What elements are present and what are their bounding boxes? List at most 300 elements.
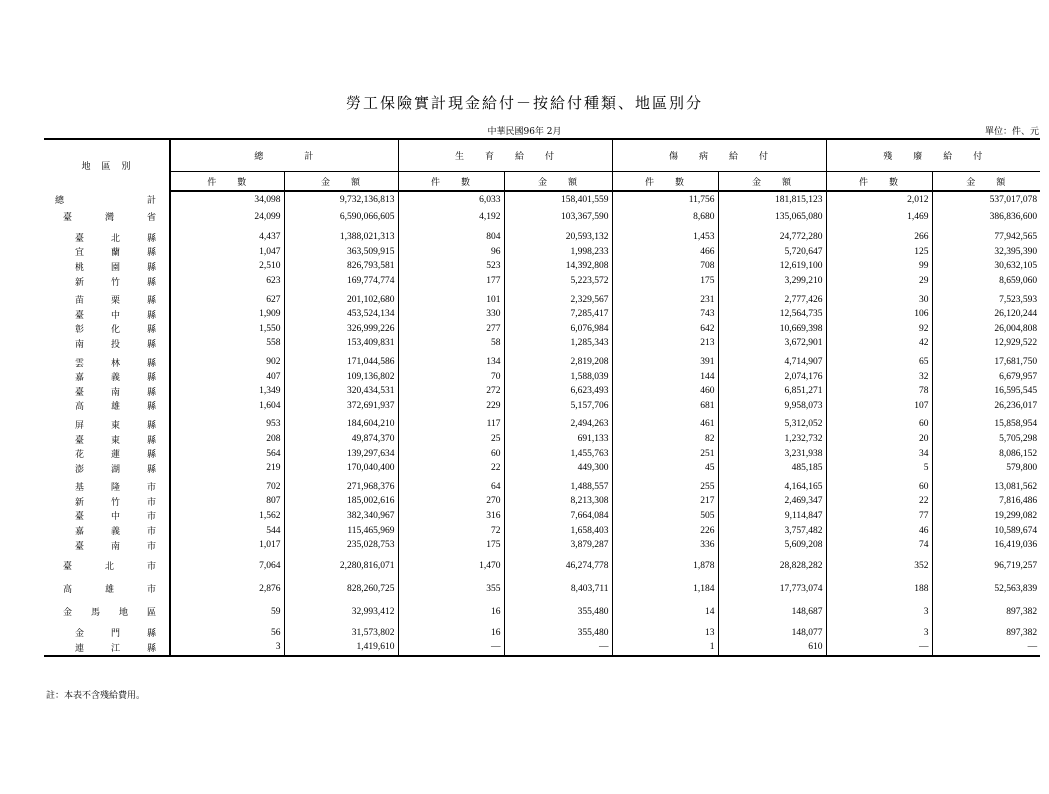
count-cell: 117 <box>398 417 504 432</box>
amount-header: 金 額 <box>284 172 398 192</box>
region-label: 臺 東 縣 <box>75 435 156 446</box>
count-header: 件 數 <box>398 172 504 192</box>
count-cell: 188 <box>826 579 932 598</box>
amount-cell: 103,367,590 <box>504 207 612 226</box>
count-cell: 1 <box>612 640 718 656</box>
region-label: 桃 園 縣 <box>75 262 156 273</box>
amount-cell: 1,285,343 <box>504 336 612 351</box>
amount-cell: 5,720,647 <box>718 245 826 260</box>
amount-header: 金 額 <box>718 172 826 192</box>
amount-cell: 9,732,136,813 <box>284 191 398 207</box>
count-cell: 391 <box>612 355 718 370</box>
table-row <box>44 307 1040 322</box>
region-label: 總 計 <box>55 195 156 206</box>
region-name <box>44 384 170 399</box>
count-cell: 25 <box>398 432 504 447</box>
amount-cell: 1,388,021,313 <box>284 230 398 245</box>
region-name <box>44 292 170 307</box>
count-cell: 78 <box>826 384 932 399</box>
region-label: 新 竹 縣 <box>75 277 156 288</box>
table-row <box>44 336 1040 351</box>
region-label: 嘉 義 市 <box>75 527 156 538</box>
maternity-group-header: 生 育 給 付 <box>398 139 612 172</box>
count-cell: 355 <box>398 579 504 598</box>
region-label: 屏 東 縣 <box>75 420 156 431</box>
count-cell: 13 <box>612 625 718 640</box>
amount-cell: 320,434,531 <box>284 384 398 399</box>
table-row <box>44 191 1040 207</box>
amount-cell: 185,002,616 <box>284 494 398 509</box>
amount-cell: 16,595,545 <box>932 384 1040 399</box>
count-cell: 42 <box>826 336 932 351</box>
amount-cell: 355,480 <box>504 625 612 640</box>
amount-cell: 2,819,208 <box>504 355 612 370</box>
region-label: 新 竹 市 <box>75 497 156 508</box>
region-name <box>44 446 170 461</box>
amount-cell: 897,382 <box>932 625 1040 640</box>
amount-cell: 17,773,074 <box>718 579 826 598</box>
count-cell: 505 <box>612 509 718 524</box>
amount-cell: 15,858,954 <box>932 417 1040 432</box>
count-header: 件 數 <box>612 172 718 192</box>
count-cell: 96 <box>398 245 504 260</box>
region-label: 花 蓮 縣 <box>75 450 156 461</box>
amount-cell: 19,299,082 <box>932 509 1040 524</box>
amount-cell: 9,114,847 <box>718 509 826 524</box>
count-cell: 70 <box>398 369 504 384</box>
count-cell: 32 <box>826 369 932 384</box>
amount-cell: 46,274,778 <box>504 556 612 575</box>
amount-cell: 17,681,750 <box>932 355 1040 370</box>
table-row <box>44 399 1040 414</box>
count-cell: 8,680 <box>612 207 718 226</box>
region-label: 臺 中 縣 <box>75 310 156 321</box>
amount-cell: 7,285,417 <box>504 307 612 322</box>
region-label: 嘉 義 縣 <box>75 373 156 384</box>
total-group-header: 總 計 <box>170 139 398 172</box>
count-cell: 34 <box>826 446 932 461</box>
page-title: 勞工保險實計現金給付－按給付種類、地區別分 <box>345 94 703 112</box>
region-header: 地 區 別 <box>44 139 170 191</box>
amount-cell: 52,563,839 <box>932 579 1040 598</box>
count-cell: 175 <box>612 274 718 289</box>
region-label: 高 雄 市 <box>63 585 156 596</box>
count-cell: 82 <box>612 432 718 447</box>
count-cell: 144 <box>612 369 718 384</box>
amount-cell: 139,297,634 <box>284 446 398 461</box>
amount-cell: 158,401,559 <box>504 191 612 207</box>
count-cell: 34,098 <box>170 191 284 207</box>
count-cell: 99 <box>826 259 932 274</box>
count-cell: 45 <box>612 461 718 476</box>
amount-cell: 6,623,493 <box>504 384 612 399</box>
count-header: 件 數 <box>170 172 284 192</box>
region-label: 金 門 縣 <box>75 629 156 640</box>
amount-cell: 7,816,486 <box>932 494 1040 509</box>
count-cell: 231 <box>612 292 718 307</box>
amount-cell: 382,340,967 <box>284 509 398 524</box>
amount-cell: 8,403,711 <box>504 579 612 598</box>
region-name <box>44 399 170 414</box>
count-cell: 642 <box>612 322 718 337</box>
region-label: 雲 林 縣 <box>75 358 156 369</box>
count-cell: 804 <box>398 230 504 245</box>
amount-cell: 201,102,680 <box>284 292 398 307</box>
amount-cell: 181,815,123 <box>718 191 826 207</box>
region-name <box>44 369 170 384</box>
count-cell: 523 <box>398 259 504 274</box>
amount-cell: 8,659,060 <box>932 274 1040 289</box>
amount-cell: 485,185 <box>718 461 826 476</box>
amount-cell: 7,523,593 <box>932 292 1040 307</box>
region-name <box>44 432 170 447</box>
amount-cell: 1,455,763 <box>504 446 612 461</box>
amount-cell: 537,017,078 <box>932 191 1040 207</box>
table-row <box>44 602 1040 621</box>
count-cell: 22 <box>826 494 932 509</box>
count-cell: 217 <box>612 494 718 509</box>
amount-cell: — <box>932 640 1040 656</box>
amount-cell: 372,691,937 <box>284 399 398 414</box>
amount-cell: 6,590,066,605 <box>284 207 398 226</box>
count-cell: 5 <box>826 461 932 476</box>
count-cell: 623 <box>170 274 284 289</box>
table-row <box>44 369 1040 384</box>
count-cell: 1,909 <box>170 307 284 322</box>
amount-cell: 449,300 <box>504 461 612 476</box>
region-name <box>44 307 170 322</box>
count-cell: 270 <box>398 494 504 509</box>
count-cell: 1,562 <box>170 509 284 524</box>
region-label: 彰 化 縣 <box>75 325 156 336</box>
amount-cell: 691,133 <box>504 432 612 447</box>
region-label: 臺 北 縣 <box>75 233 156 244</box>
count-cell: 461 <box>612 417 718 432</box>
unit-label: 單位：件、元 <box>984 127 1039 137</box>
count-cell: 74 <box>826 538 932 553</box>
amount-cell: 6,076,984 <box>504 322 612 337</box>
amount-cell: 1,998,233 <box>504 245 612 260</box>
count-cell: 1,047 <box>170 245 284 260</box>
amount-cell: 2,329,567 <box>504 292 612 307</box>
count-cell: 1,878 <box>612 556 718 575</box>
count-cell: 92 <box>826 322 932 337</box>
count-cell: 107 <box>826 399 932 414</box>
count-cell: 743 <box>612 307 718 322</box>
region-name <box>44 602 170 621</box>
injury-group-header: 傷 病 給 付 <box>612 139 826 172</box>
count-cell: 14 <box>612 602 718 621</box>
amount-cell: 1,232,732 <box>718 432 826 447</box>
count-cell: 4,192 <box>398 207 504 226</box>
amount-cell: 13,081,562 <box>932 480 1040 495</box>
count-cell: — <box>826 640 932 656</box>
amount-cell: 10,589,674 <box>932 523 1040 538</box>
count-cell: 627 <box>170 292 284 307</box>
amount-cell: 26,004,808 <box>932 322 1040 337</box>
amount-cell: 579,800 <box>932 461 1040 476</box>
region-label: 臺 南 市 <box>75 541 156 552</box>
region-name <box>44 191 170 207</box>
count-cell: 64 <box>398 480 504 495</box>
count-cell: 466 <box>612 245 718 260</box>
count-cell: 336 <box>612 538 718 553</box>
count-cell: 56 <box>170 625 284 640</box>
count-cell: — <box>398 640 504 656</box>
count-cell: 1,453 <box>612 230 718 245</box>
amount-cell: 3,231,938 <box>718 446 826 461</box>
table-row <box>44 494 1040 509</box>
count-cell: 226 <box>612 523 718 538</box>
count-cell: 277 <box>398 322 504 337</box>
count-cell: 681 <box>612 399 718 414</box>
table-row <box>44 523 1040 538</box>
amount-cell: 135,065,080 <box>718 207 826 226</box>
table-row <box>44 259 1040 274</box>
count-cell: 58 <box>398 336 504 351</box>
count-cell: 460 <box>612 384 718 399</box>
count-cell: 316 <box>398 509 504 524</box>
table-row <box>44 480 1040 495</box>
amount-cell: 6,679,957 <box>932 369 1040 384</box>
count-cell: 65 <box>826 355 932 370</box>
amount-cell: 7,664,084 <box>504 509 612 524</box>
region-label: 臺 北 市 <box>63 562 156 573</box>
amount-cell: 20,593,132 <box>504 230 612 245</box>
count-cell: 60 <box>398 446 504 461</box>
amount-cell: 26,120,244 <box>932 307 1040 322</box>
count-header: 件 數 <box>826 172 932 192</box>
count-cell: 272 <box>398 384 504 399</box>
amount-cell: 828,260,725 <box>284 579 398 598</box>
count-cell: 1,184 <box>612 579 718 598</box>
amount-cell: 16,419,036 <box>932 538 1040 553</box>
amount-header: 金 額 <box>932 172 1040 192</box>
disability-group-header: 殘 廢 給 付 <box>826 139 1040 172</box>
count-cell: 3 <box>826 625 932 640</box>
count-cell: 175 <box>398 538 504 553</box>
count-cell: 2,012 <box>826 191 932 207</box>
amount-cell: 170,040,400 <box>284 461 398 476</box>
count-cell: 11,756 <box>612 191 718 207</box>
amount-cell: — <box>504 640 612 656</box>
amount-cell: 5,609,208 <box>718 538 826 553</box>
amount-cell: 171,044,586 <box>284 355 398 370</box>
amount-cell: 5,223,572 <box>504 274 612 289</box>
amount-cell: 2,777,426 <box>718 292 826 307</box>
count-cell: 72 <box>398 523 504 538</box>
table-row <box>44 274 1040 289</box>
count-cell: 558 <box>170 336 284 351</box>
table-row <box>44 432 1040 447</box>
amount-cell: 610 <box>718 640 826 656</box>
table-row <box>44 355 1040 370</box>
amount-cell: 49,874,370 <box>284 432 398 447</box>
count-cell: 208 <box>170 432 284 447</box>
amount-cell: 96,719,257 <box>932 556 1040 575</box>
amount-cell: 453,524,134 <box>284 307 398 322</box>
region-name <box>44 322 170 337</box>
amount-cell: 32,993,412 <box>284 602 398 621</box>
amount-cell: 9,958,073 <box>718 399 826 414</box>
count-cell: 6,033 <box>398 191 504 207</box>
region-name <box>44 230 170 245</box>
count-cell: 1,604 <box>170 399 284 414</box>
table-row <box>44 640 1040 656</box>
amount-cell: 28,828,282 <box>718 556 826 575</box>
count-cell: 229 <box>398 399 504 414</box>
amount-cell: 8,086,152 <box>932 446 1040 461</box>
count-cell: 106 <box>826 307 932 322</box>
amount-cell: 1,658,403 <box>504 523 612 538</box>
region-name <box>44 480 170 495</box>
amount-cell: 363,509,915 <box>284 245 398 260</box>
count-cell: 407 <box>170 369 284 384</box>
count-cell: 30 <box>826 292 932 307</box>
count-cell: 1,550 <box>170 322 284 337</box>
count-cell: 22 <box>398 461 504 476</box>
count-cell: 20 <box>826 432 932 447</box>
table-row <box>44 207 1040 226</box>
amount-cell: 12,929,522 <box>932 336 1040 351</box>
amount-cell: 153,409,831 <box>284 336 398 351</box>
count-cell: 3 <box>826 602 932 621</box>
count-cell: 125 <box>826 245 932 260</box>
table-row <box>44 245 1040 260</box>
table-row <box>44 625 1040 640</box>
region-label: 連 江 縣 <box>75 643 156 654</box>
amount-cell: 3,299,210 <box>718 274 826 289</box>
amount-cell: 2,280,816,071 <box>284 556 398 575</box>
count-cell: 24,099 <box>170 207 284 226</box>
amount-cell: 235,028,753 <box>284 538 398 553</box>
amount-cell: 30,632,105 <box>932 259 1040 274</box>
amount-cell: 24,772,280 <box>718 230 826 245</box>
count-cell: 266 <box>826 230 932 245</box>
count-cell: 2,510 <box>170 259 284 274</box>
amount-cell: 5,705,298 <box>932 432 1040 447</box>
region-label: 澎 湖 縣 <box>75 464 156 475</box>
region-name <box>44 523 170 538</box>
region-label: 宜 蘭 縣 <box>75 248 156 259</box>
region-label: 臺 灣 省 <box>63 213 156 223</box>
region-name <box>44 274 170 289</box>
count-cell: 2,876 <box>170 579 284 598</box>
count-cell: 1,470 <box>398 556 504 575</box>
table-row <box>44 538 1040 553</box>
table-body <box>44 191 1040 656</box>
table-row <box>44 509 1040 524</box>
region-label: 基 隆 市 <box>75 483 156 494</box>
count-cell: 4,437 <box>170 230 284 245</box>
count-cell: 101 <box>398 292 504 307</box>
amount-cell: 897,382 <box>932 602 1040 621</box>
amount-cell: 6,851,271 <box>718 384 826 399</box>
count-cell: 3 <box>170 640 284 656</box>
amount-cell: 2,469,347 <box>718 494 826 509</box>
region-name <box>44 207 170 226</box>
count-cell: 807 <box>170 494 284 509</box>
amount-cell: 2,494,263 <box>504 417 612 432</box>
count-cell: 251 <box>612 446 718 461</box>
region-name <box>44 579 170 598</box>
amount-cell: 3,879,287 <box>504 538 612 553</box>
region-label: 高 雄 縣 <box>75 402 156 413</box>
region-name <box>44 259 170 274</box>
table-row <box>44 230 1040 245</box>
region-name <box>44 625 170 640</box>
amount-header: 金 額 <box>504 172 612 192</box>
amount-cell: 115,465,969 <box>284 523 398 538</box>
region-name <box>44 461 170 476</box>
amount-cell: 26,236,017 <box>932 399 1040 414</box>
count-cell: 219 <box>170 461 284 476</box>
amount-cell: 5,157,706 <box>504 399 612 414</box>
amount-cell: 31,573,802 <box>284 625 398 640</box>
count-cell: 255 <box>612 480 718 495</box>
amount-cell: 12,619,100 <box>718 259 826 274</box>
region-name <box>44 509 170 524</box>
region-name <box>44 494 170 509</box>
count-cell: 16 <box>398 625 504 640</box>
report-period: 中華民國96年 2月 <box>487 127 562 137</box>
region-name <box>44 245 170 260</box>
count-cell: 702 <box>170 480 284 495</box>
count-cell: 16 <box>398 602 504 621</box>
amount-cell: 4,164,165 <box>718 480 826 495</box>
footnote: 註：本表不含殘給費用。 <box>46 691 146 701</box>
count-cell: 708 <box>612 259 718 274</box>
count-cell: 1,017 <box>170 538 284 553</box>
amount-cell: 3,672,901 <box>718 336 826 351</box>
amount-cell: 148,077 <box>718 625 826 640</box>
count-cell: 46 <box>826 523 932 538</box>
benefits-table <box>44 138 1040 657</box>
table-row <box>44 446 1040 461</box>
amount-cell: 1,488,557 <box>504 480 612 495</box>
table-row <box>44 461 1040 476</box>
count-cell: 177 <box>398 274 504 289</box>
count-cell: 544 <box>170 523 284 538</box>
count-cell: 7,064 <box>170 556 284 575</box>
region-name <box>44 355 170 370</box>
region-name <box>44 417 170 432</box>
count-cell: 134 <box>398 355 504 370</box>
count-cell: 60 <box>826 480 932 495</box>
table-row <box>44 556 1040 575</box>
count-cell: 564 <box>170 446 284 461</box>
amount-cell: 32,395,390 <box>932 245 1040 260</box>
count-cell: 330 <box>398 307 504 322</box>
region-name <box>44 336 170 351</box>
amount-cell: 1,588,039 <box>504 369 612 384</box>
table-row <box>44 292 1040 307</box>
amount-cell: 184,604,210 <box>284 417 398 432</box>
amount-cell: 10,669,398 <box>718 322 826 337</box>
amount-cell: 326,999,226 <box>284 322 398 337</box>
count-cell: 29 <box>826 274 932 289</box>
amount-cell: 5,312,052 <box>718 417 826 432</box>
amount-cell: 2,074,176 <box>718 369 826 384</box>
amount-cell: 355,480 <box>504 602 612 621</box>
table-row <box>44 417 1040 432</box>
region-label: 臺 中 市 <box>75 512 156 523</box>
table-row <box>44 579 1040 598</box>
count-cell: 902 <box>170 355 284 370</box>
region-label: 金 馬 地 區 <box>63 608 156 619</box>
count-cell: 352 <box>826 556 932 575</box>
region-label: 臺 南 縣 <box>75 387 156 398</box>
